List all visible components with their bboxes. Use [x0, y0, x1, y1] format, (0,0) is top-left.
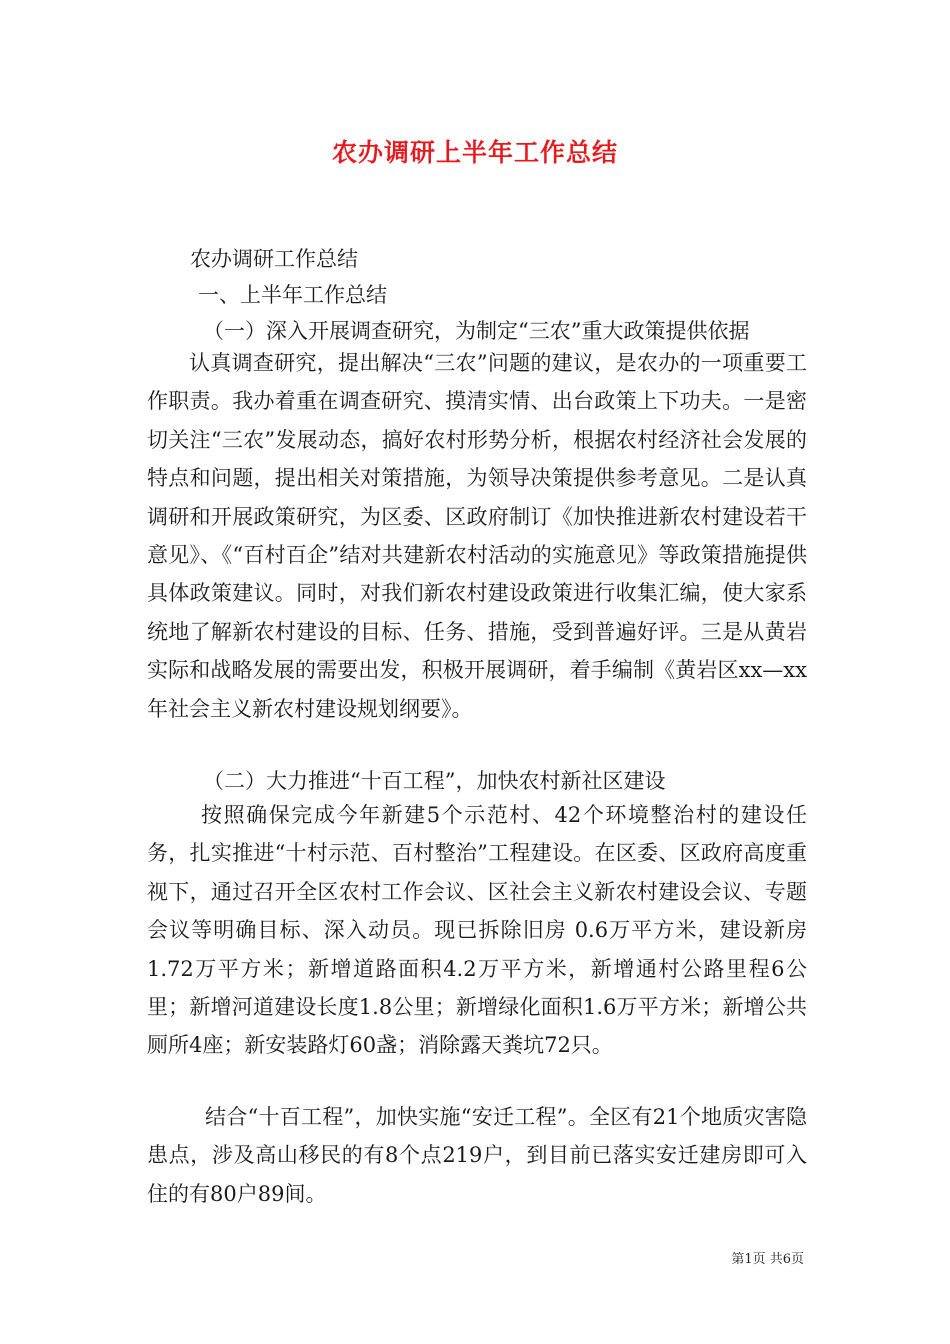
subsection-heading-1: （一）深入开展调查研究，为制定“三农”重大政策提供依据: [203, 319, 750, 343]
subsection-heading-2: （二）大力推进“十百工程”，加快农村新社区建设: [203, 769, 666, 793]
page-number: 第1页 共6页: [731, 1252, 804, 1267]
paragraph-3: 结合“十百工程”，加快实施“安迁工程”。全区有21个地质灾害隐患点，涉及高山移民的有8个点219户，到目前已落实安迁建房即可入住的有80户89间。: [147, 1105, 807, 1206]
paragraph-1: 认真调查研究，提出解决“三农”问题的建议，是农办的一项重要工作职责。我办着重在调查研究、摸清实情、出台政策上下功夫。一是密切关注“三农”发展动态，搞好农村形势分析，根据农村经济社会发展的特点和问题，提出相关对策措施，为领导决策提供参考意见。二是认真调研和开展政策研究，为区委、区政府制订《加快推进新农村建设若干意见》、《“百村百企”结对共建新农村活动的实施意见》等政策措施提供具体政策建议。同时，对我们新农村建设政策进行收集汇编，使大家系统地了解新农村建设的目标、任务、措施，受到普遍好评。三是从黄岩实际和战略发展的需要出发，积极开展调研，着手编制《黄岩区xx—xx年社会主义新农村建设规划纲要》。: [147, 351, 807, 721]
document-subtitle: 农办调研工作总结: [190, 247, 358, 271]
section-heading-1: 一、上半年工作总结: [198, 283, 387, 307]
paragraph-2: 按照确保完成今年新建5个示范村、42个环境整治村的建设任务，扎实推进“十村示范、百村整治”工程建设。在区委、区政府高度重视下，通过召开全区农村工作会议、区社会主义新农村建设会议、专题会议等明确目标、深入动员。现已拆除旧房 0.6万平方米，建设新房1.72万平方米；新增道路面积4.2万平方米，新增通村公路里程6公里；新增河道建设长度1.8公里；新增绿化面积1.6万平方米；新增公共厕所4座；新安装路灯60盏；消除露天粪坑72只。: [147, 803, 807, 1058]
document-title: 农办调研上半年工作总结: [331, 138, 618, 167]
